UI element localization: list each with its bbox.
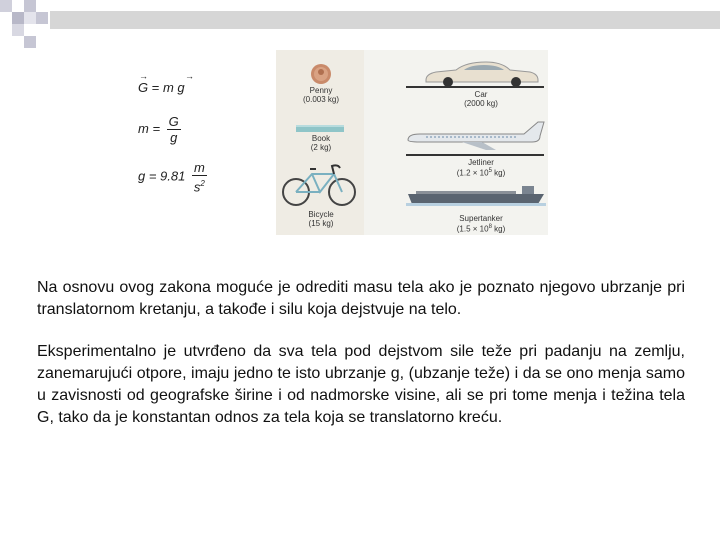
jetliner-caption: Jetliner ($1.2 \times 10^5$ kg) [456,158,506,178]
mass-fraction [167,114,181,145]
title-bar [50,11,720,29]
gravity-numerator: m [193,160,205,175]
mass-numerator: G [168,114,179,129]
bicycle-icon [280,162,360,208]
weight-rhs: m g [162,80,185,95]
book-icon [296,124,344,134]
formula-block [138,72,228,202]
car-ground-line [406,86,544,88]
gravity-fraction [192,160,207,194]
car-caption: Car (2000 kg) [464,90,498,108]
formula-weight: G → = m g → [138,71,194,95]
penny-icon [310,62,332,86]
bicycle-caption: Bicycle (15 kg) [308,210,334,228]
book-caption: Book (2 kg) [310,134,332,152]
car-icon [422,60,540,88]
jetliner-icon [406,120,546,154]
penny-caption: Penny (0.003 kg) [302,86,340,104]
gravity-lhs: g = 9.81 [138,168,186,184]
gravity-denominator: $s^2$ [193,179,205,195]
formula-gravity [138,160,207,194]
mass-comparison-figure [276,50,548,235]
supertanker-caption: Supertanker ($1.5 \times 10^8$ kg) [456,214,506,234]
paragraph-2: Eksperimentalno je utvrđeno da sva tela pod dejstvom sile teže pri padanju na zemlju, zanemarujući otpore, imaju jedno te isto ubrzanje g, (ubzanje teže) i da se ono menja samo u zavisnosti od geografske širine i od nadmorske visine, ali se pri tome menja i težina tela G, tako da je konstantan odnos za tela koja se translatorno kreću. [37,343,685,426]
jetliner-ground-line [406,154,544,156]
mass-denominator: g [170,130,178,145]
supertanker-icon [406,184,546,206]
paragraph-1: Na osnovu ovog zakona moguće je odrediti masu tela ako je poznato njegovo ubrzanje pri translatornom kretanju, a takođe i silu koja dejstvuje na telo. [37,279,685,318]
formula-mass [138,114,181,145]
weight-lhs: G [138,80,149,95]
mass-lhs: m = [138,120,161,136]
